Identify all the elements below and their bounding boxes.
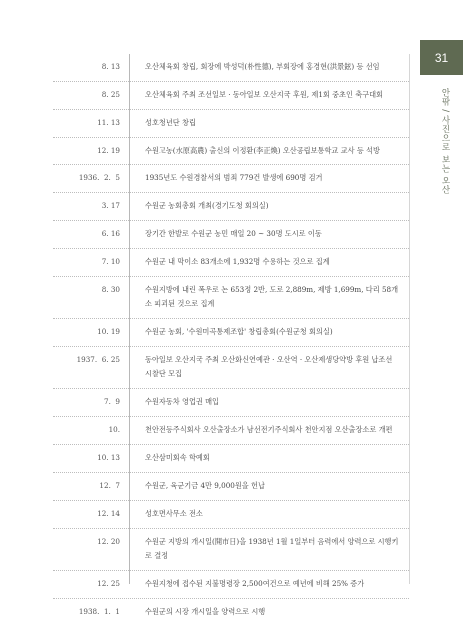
column-divider [129, 54, 130, 584]
page-number-badge [420, 40, 463, 75]
row-date: 12. 7 [99, 481, 120, 490]
row-date: 3. 17 [101, 201, 120, 210]
row-separator [53, 276, 409, 277]
row-separator [53, 500, 409, 501]
row-text: 수원군의 시장 개시일을 양력으로 시행 [145, 607, 266, 616]
row-date: 12. 19 [97, 146, 120, 155]
row-date: 10. [108, 425, 120, 434]
row-text: 오산체육회 창립, 회장에 박성덕(朴性德), 부회장에 홍경현(洪景鉉) 등 선임 [145, 62, 380, 71]
row-date: 10. 13 [97, 453, 120, 462]
row-text: 수원군 농회총회 개최(경기도청 회의실) [145, 201, 269, 210]
row-date: 7. 9 [104, 397, 120, 406]
row-separator [53, 472, 409, 473]
side-section-title: 안팎 / 사진으로 보는 오산 [440, 88, 450, 195]
row-date: 11. 13 [97, 118, 120, 127]
row-date: 1937. 6. 25 [76, 355, 120, 364]
row-separator [53, 137, 409, 138]
row-date: 10. 19 [97, 327, 120, 336]
row-date: 1938. 1. 1 [78, 607, 120, 616]
row-separator [53, 416, 409, 417]
row-text: 오산삼미회속 학예회 [145, 453, 210, 462]
row-text: 수원지방에 내린 폭우로 논 653정 2반, 도로 2,889m, 제방 1,699m, 다리 58개소 피괴된 것으로 집계 [145, 285, 399, 308]
row-date: 12. 14 [97, 509, 120, 518]
row-separator [53, 388, 409, 389]
row-separator [53, 570, 409, 571]
row-text: 동아일보 오산지국 주최 오산화신연예관 · 오산역 · 오산제생당약방 후원 납조선 시찰단 모집 [145, 355, 393, 378]
row-separator [53, 192, 409, 193]
row-text: 수원지청에 접수된 지불명령장 2,500여건으로 예년에 비해 25% 증가 [145, 579, 365, 588]
row-text: 수원고농(水原高農) 출신의 이정환(李正煥) 오산공립보통학교 교사 등 석방 [145, 146, 380, 155]
row-text: 1935년도 수원경찰서의 범죄 779건 발생에 690명 검거 [145, 173, 323, 182]
row-text: 수원군 농회, '수원미곡통제조합' 창립총회(수원군청 회의실) [145, 327, 333, 336]
row-date: 8. 25 [101, 90, 120, 99]
row-text: 성호청년단 창립 [145, 118, 196, 127]
row-separator [53, 109, 409, 110]
row-separator [53, 248, 409, 249]
row-text: 천안전등주식회사 오산출장소가 남선전기주식회사 천안지점 오산출장소로 개편 [145, 425, 393, 434]
page-number: 31 [434, 50, 449, 65]
row-date: 7. 10 [101, 257, 120, 266]
row-text: 수원군, 육군기금 4만 9,000원을 헌납 [145, 481, 265, 490]
row-date: 8. 13 [101, 62, 120, 71]
row-separator [53, 164, 409, 165]
row-separator [53, 220, 409, 221]
row-separator [53, 318, 409, 319]
row-separator [53, 444, 409, 445]
row-separator [53, 81, 409, 82]
row-date: 1936. 2. 5 [78, 173, 120, 182]
row-date: 6. 16 [101, 229, 120, 238]
row-date: 12. 25 [97, 579, 120, 588]
row-text: 오산체육회 주최 조선일보 · 동아일보 오산지국 후원, 제1회 중초인 축구대회 [145, 90, 384, 99]
row-text: 수원군 내 막이소 83개소에 1,932명 수용하는 것으로 집계 [145, 257, 330, 266]
row-text: 수원자동차 영업권 매입 [145, 397, 220, 406]
row-separator [53, 598, 409, 599]
row-separator [53, 346, 409, 347]
row-separator [53, 528, 409, 529]
row-text: 성호면사무소 전소 [145, 509, 203, 518]
row-text: 수원군 지방의 개시일(開市日)을 1938년 1월 1일부터 음력에서 양력으로 시행키로 결정 [145, 537, 399, 560]
row-date: 8. 30 [101, 285, 120, 294]
right-border [409, 54, 410, 584]
row-date: 12. 20 [97, 537, 120, 546]
row-text: 장기간 한발로 수원군 농민 매일 20 ~ 30명 도시로 이동 [145, 229, 322, 238]
